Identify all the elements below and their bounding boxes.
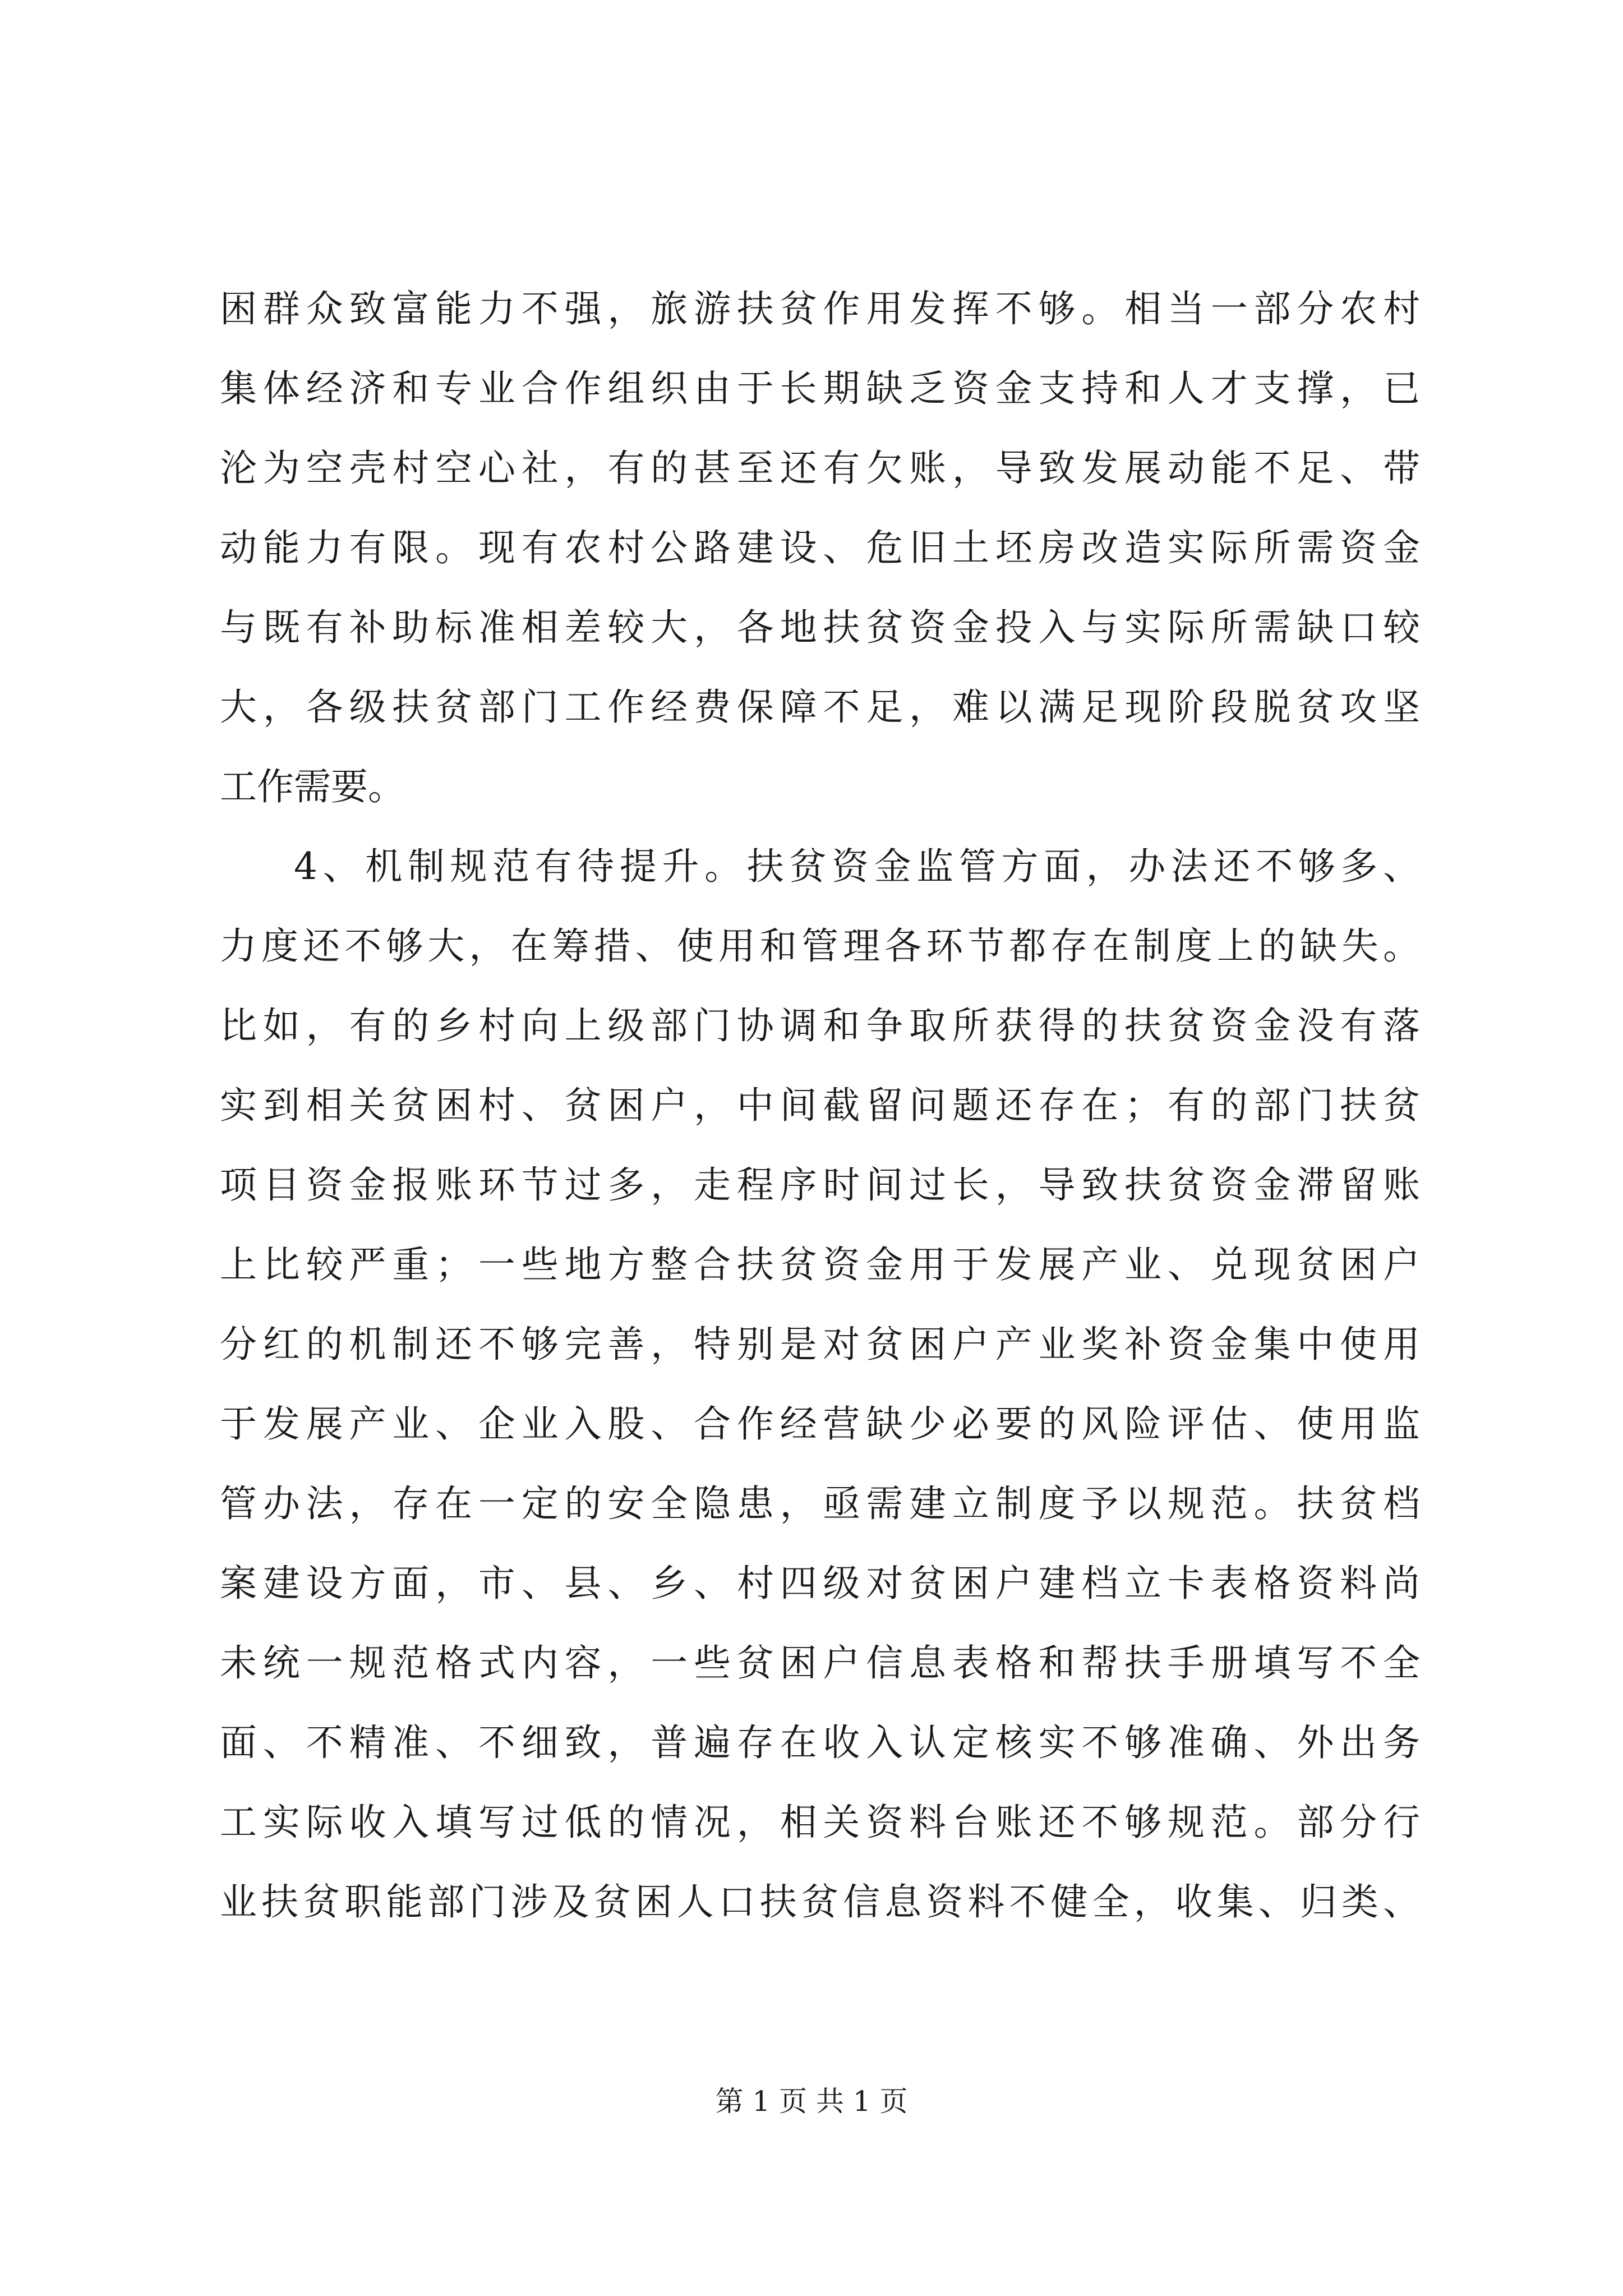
text-line: 集体经济和专业合作组织由于长期缺乏资金支持和人才支撑，已 bbox=[220, 367, 1420, 410]
text-line: 动能力有限。现有农村公路建设、危旧土坯房改造实际所需资金 bbox=[220, 526, 1420, 569]
text-line: 管办法，存在一定的安全隐患，亟需建立制度予以规范。扶贫档 bbox=[220, 1482, 1420, 1525]
text-line: 面、不精准、不细致，普遍存在收入认定核实不够准确、外出务 bbox=[220, 1721, 1420, 1764]
text-line: 比如，有的乡村向上级部门协调和争取所获得的扶贫资金没有落 bbox=[220, 1004, 1420, 1047]
text-line: 项目资金报账环节过多，走程序时间过长，导致扶贫资金滞留账 bbox=[220, 1163, 1420, 1207]
paragraph-1 bbox=[220, 269, 1420, 827]
text-line: 工作需要。 bbox=[220, 765, 405, 808]
page-number-footer: 第 1 页 共 1 页 bbox=[715, 2085, 908, 2118]
text-line: 4、机制规范有待提升。扶贫资金监管方面，办法还不够多、 bbox=[294, 845, 1420, 888]
text-line: 工实际收入填写过低的情况，相关资料台账还不够规范。部分行 bbox=[220, 1801, 1420, 1844]
text-line: 困群众致富能力不强，旅游扶贫作用发挥不够。相当一部分农村 bbox=[220, 287, 1420, 330]
text-line: 未统一规范格式内容，一些贫困户信息表格和帮扶手册填写不全 bbox=[220, 1641, 1420, 1685]
text-line: 分红的机制还不够完善，特别是对贫困户产业奖补资金集中使用 bbox=[220, 1323, 1420, 1366]
paragraph-2 bbox=[220, 827, 1420, 1942]
body-text bbox=[220, 269, 1420, 1942]
text-line: 业扶贫职能部门涉及贫困人口扶贫信息资料不健全，收集、归类、 bbox=[220, 1880, 1420, 1924]
text-line: 案建设方面，市、县、乡、村四级对贫困户建档立卡表格资料尚 bbox=[220, 1562, 1420, 1605]
text-line: 实到相关贫困村、贫困户，中间截留问题还存在；有的部门扶贫 bbox=[220, 1084, 1420, 1127]
text-line: 与既有补助标准相差较大，各地扶贫资金投入与实际所需缺口较 bbox=[220, 606, 1420, 649]
text-line: 上比较严重；一些地方整合扶贫资金用于发展产业、兑现贫困户 bbox=[220, 1243, 1420, 1286]
text-line: 大，各级扶贫部门工作经费保障不足，难以满足现阶段脱贫攻坚 bbox=[220, 685, 1420, 729]
text-line: 力度还不够大，在筹措、使用和管理各环节都存在制度上的缺失。 bbox=[220, 924, 1420, 968]
text-line: 于发展产业、企业入股、合作经营缺少必要的风险评估、使用监 bbox=[220, 1402, 1420, 1446]
text-line: 沦为空壳村空心社，有的甚至还有欠账，导致发展动能不足、带 bbox=[220, 447, 1420, 490]
